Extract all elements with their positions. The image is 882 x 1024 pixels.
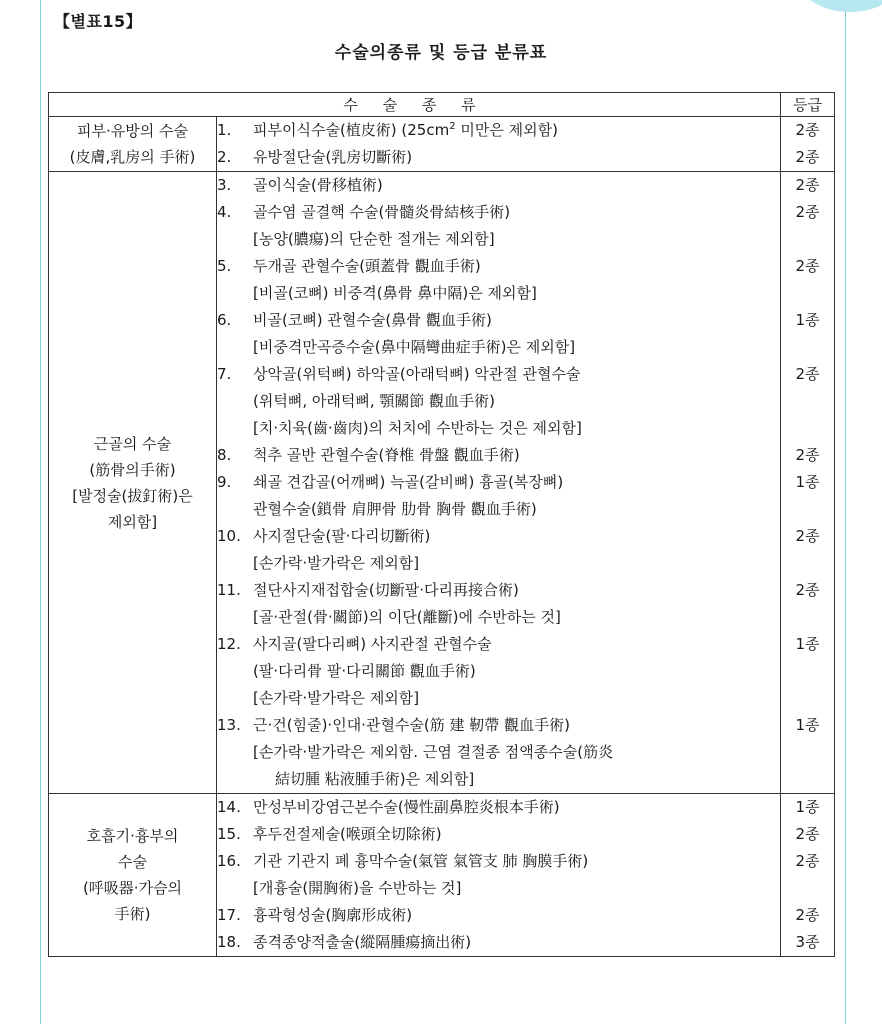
grade-cell xyxy=(781,794,835,957)
item-number: 5. xyxy=(217,257,232,275)
surgery-item xyxy=(217,199,780,226)
superscript: 2 xyxy=(449,121,456,132)
grade-value xyxy=(781,388,834,415)
item-number: 14. xyxy=(217,798,241,816)
category-cell xyxy=(49,794,217,957)
item-text: 유방절단술(乳房切斷術) xyxy=(253,148,413,166)
grade-value xyxy=(781,280,834,307)
item-text: 절단사지재접합술(切斷팔·다리再接合術) xyxy=(253,581,519,599)
surgery-note xyxy=(217,334,780,361)
surgery-note xyxy=(217,226,780,253)
item-text: 사지골(팔다리뼈) 사지관절 관혈수술 xyxy=(253,635,492,653)
item-text: [비중격만곡증수술(鼻中隔彎曲症手術)은 제외함] xyxy=(253,338,576,356)
surgery-note xyxy=(217,875,780,902)
grade-cell xyxy=(781,172,835,794)
surgery-items-cell xyxy=(217,794,781,957)
grade-value xyxy=(781,766,834,793)
item-number: 11. xyxy=(217,581,241,599)
grade-value xyxy=(781,875,834,902)
item-number: 6. xyxy=(217,311,232,329)
item-number: 9. xyxy=(217,473,232,491)
surgery-note xyxy=(217,496,780,523)
grade-value: 2종 xyxy=(795,176,820,194)
grade-value: 2종 xyxy=(795,825,820,843)
item-number: 8. xyxy=(217,446,232,464)
item-text: (위턱뼈, 아래턱뼈, 顎關節 觀血手術) xyxy=(253,392,495,410)
item-text: 두개골 관혈수술(頭蓋骨 觀血手術) xyxy=(253,257,481,275)
grade-value xyxy=(781,739,834,766)
surgery-classification-table xyxy=(48,92,835,957)
item-text: 사지절단술(팔·다리切斷術) xyxy=(253,527,431,545)
category-cell xyxy=(49,172,217,794)
grade-value: 2종 xyxy=(795,121,820,139)
surgery-item xyxy=(217,631,780,658)
item-text: 척추 골반 관혈수술(脊椎 骨盤 觀血手術) xyxy=(253,446,520,464)
grade-value: 2종 xyxy=(795,203,820,221)
surgery-item xyxy=(217,902,780,929)
item-text: 기관 기관지 폐 흉막수술(氣管 氣管支 肺 胸膜手術) xyxy=(253,852,589,870)
surgery-item xyxy=(217,172,780,199)
item-text: 피부이식수술(植皮術) (25cm xyxy=(253,121,450,139)
surgery-note xyxy=(217,604,780,631)
item-text: [치·치육(齒·齒肉)의 처치에 수반하는 것은 제외함] xyxy=(253,419,582,437)
item-number: 17. xyxy=(217,906,241,924)
item-text: 비골(코뼈) 관혈수술(鼻骨 觀血手術) xyxy=(253,311,492,329)
surgery-item xyxy=(217,929,780,956)
category-label: 제외함] xyxy=(107,512,158,531)
grade-value: 2종 xyxy=(795,446,820,464)
corner-decoration xyxy=(800,0,882,12)
category-cell xyxy=(49,117,217,172)
item-text: 結切腫 粘液腫手術)은 제외함] xyxy=(275,770,475,788)
table-body xyxy=(49,117,835,957)
category-label: (皮膚,乳房의 手術) xyxy=(69,148,196,166)
table-row xyxy=(49,172,835,794)
category-label: 手術) xyxy=(114,905,151,923)
item-number: 15. xyxy=(217,825,241,843)
surgery-item xyxy=(217,469,780,496)
category-label: [발정술(拔釘術)은 xyxy=(72,486,193,505)
grade-value xyxy=(781,685,834,712)
grade-value xyxy=(781,658,834,685)
item-number: 3. xyxy=(217,176,232,194)
surgery-items-cell xyxy=(217,172,781,794)
grade-value xyxy=(781,496,834,523)
category-label: 수술 xyxy=(118,853,147,871)
grade-value: 2종 xyxy=(795,148,820,166)
surgery-items-cell xyxy=(217,117,781,172)
item-text: [손가락·발가락은 제외함] xyxy=(253,689,420,707)
surgery-note xyxy=(217,280,780,307)
category-label: (呼吸器·가슴의 xyxy=(82,879,183,897)
item-text: 골이식술(骨移植術) xyxy=(253,176,383,194)
surgery-note xyxy=(217,658,780,685)
grade-value: 2종 xyxy=(795,527,820,545)
grade-value xyxy=(781,415,834,442)
grade-value: 1종 xyxy=(795,635,820,653)
annex-label: 【별표15】 xyxy=(54,12,143,31)
surgery-note xyxy=(217,766,780,793)
item-text: 쇄골 견갑골(어깨뼈) 늑골(갈비뼈) 흉골(복장뼈) xyxy=(253,473,564,491)
header-surgery-type: 수 술 종 류 xyxy=(49,93,781,117)
item-number: 1. xyxy=(217,121,232,139)
item-text: 흉곽형성술(胸廓形成術) xyxy=(253,906,413,924)
grade-value xyxy=(781,550,834,577)
table-row xyxy=(49,117,835,172)
item-number: 16. xyxy=(217,852,241,870)
grade-value: 1종 xyxy=(795,798,820,816)
surgery-item xyxy=(217,442,780,469)
surgery-item xyxy=(217,848,780,875)
surgery-item xyxy=(217,307,780,334)
surgery-note xyxy=(217,685,780,712)
item-text: 종격종양적출술(縱隔腫瘍摘出術) xyxy=(253,933,472,951)
grade-value: 2종 xyxy=(795,852,820,870)
item-number: 7. xyxy=(217,365,232,383)
surgery-item xyxy=(217,361,780,388)
item-number: 12. xyxy=(217,635,241,653)
category-label: 근골의 수술 xyxy=(93,434,172,453)
header-grade: 등급 xyxy=(781,93,835,117)
grade-value xyxy=(781,604,834,631)
table-header-row xyxy=(49,93,835,117)
item-text: [손가락·발가락은 제외함] xyxy=(253,554,420,572)
grade-value xyxy=(781,334,834,361)
item-text: (팔·다리骨 팔·다리關節 觀血手術) xyxy=(253,662,476,680)
category-label: 피부·유방의 수술 xyxy=(77,122,188,140)
grade-value: 2종 xyxy=(795,365,820,383)
left-margin-rule xyxy=(40,0,41,1024)
surgery-item xyxy=(217,117,780,144)
surgery-note xyxy=(217,415,780,442)
surgery-item xyxy=(217,523,780,550)
item-text: [골·관절(骨·關節)의 이단(離斷)에 수반하는 것] xyxy=(253,608,561,626)
category-label: (筋骨의手術) xyxy=(89,460,176,479)
surgery-item xyxy=(217,577,780,604)
grade-value: 2종 xyxy=(795,906,820,924)
item-text: 상악골(위턱뼈) 하악골(아래턱뼈) 악관절 관혈수술 xyxy=(253,365,581,383)
grade-value xyxy=(781,226,834,253)
item-number: 10. xyxy=(217,527,241,545)
table-row xyxy=(49,794,835,957)
page-title: 수술의종류 및 등급 분류표 xyxy=(334,43,548,63)
item-text: [손가락·발가락은 제외함. 근염 결절종 점액종수술(筋炎 xyxy=(253,743,614,761)
item-text: 후두전절제술(喉頭全切除術) xyxy=(253,825,442,843)
grade-value: 2종 xyxy=(795,581,820,599)
surgery-item xyxy=(217,821,780,848)
grade-value: 1종 xyxy=(795,716,820,734)
surgery-note xyxy=(217,388,780,415)
item-text: [비골(코뼈) 비중격(鼻骨 鼻中隔)은 제외함] xyxy=(253,284,537,302)
surgery-note xyxy=(217,739,780,766)
grade-value: 3종 xyxy=(795,933,820,951)
surgery-note xyxy=(217,550,780,577)
item-text: 관혈수술(鎖骨 肩胛骨 肋骨 胸骨 觀血手術) xyxy=(253,500,537,518)
item-text-tail: 미만은 제외함) xyxy=(455,121,558,139)
item-text: 골수염 골결핵 수술(骨髓炎骨結核手術) xyxy=(253,203,511,221)
item-text: [농양(膿瘍)의 단순한 절개는 제외함] xyxy=(253,230,495,248)
item-number: 13. xyxy=(217,716,241,734)
item-number: 2. xyxy=(217,148,232,166)
item-text: 근·건(힘줄)·인대·관혈수술(筋 建 靭帶 觀血手術) xyxy=(253,716,570,734)
item-number: 18. xyxy=(217,933,241,951)
item-number: 4. xyxy=(217,203,232,221)
grade-cell xyxy=(781,117,835,172)
surgery-item xyxy=(217,712,780,739)
grade-value: 2종 xyxy=(795,257,820,275)
category-label: 호흡기·흉부의 xyxy=(86,827,179,845)
surgery-item xyxy=(217,794,780,821)
right-margin-rule xyxy=(845,0,846,1024)
item-text: [개흉술(開胸術)을 수반하는 것] xyxy=(253,879,462,897)
surgery-item xyxy=(217,144,780,171)
surgery-item xyxy=(217,253,780,280)
grade-value: 1종 xyxy=(795,473,820,491)
item-text: 만성부비강염근본수술(慢性副鼻腔炎根本手術) xyxy=(253,798,560,816)
grade-value: 1종 xyxy=(795,311,820,329)
